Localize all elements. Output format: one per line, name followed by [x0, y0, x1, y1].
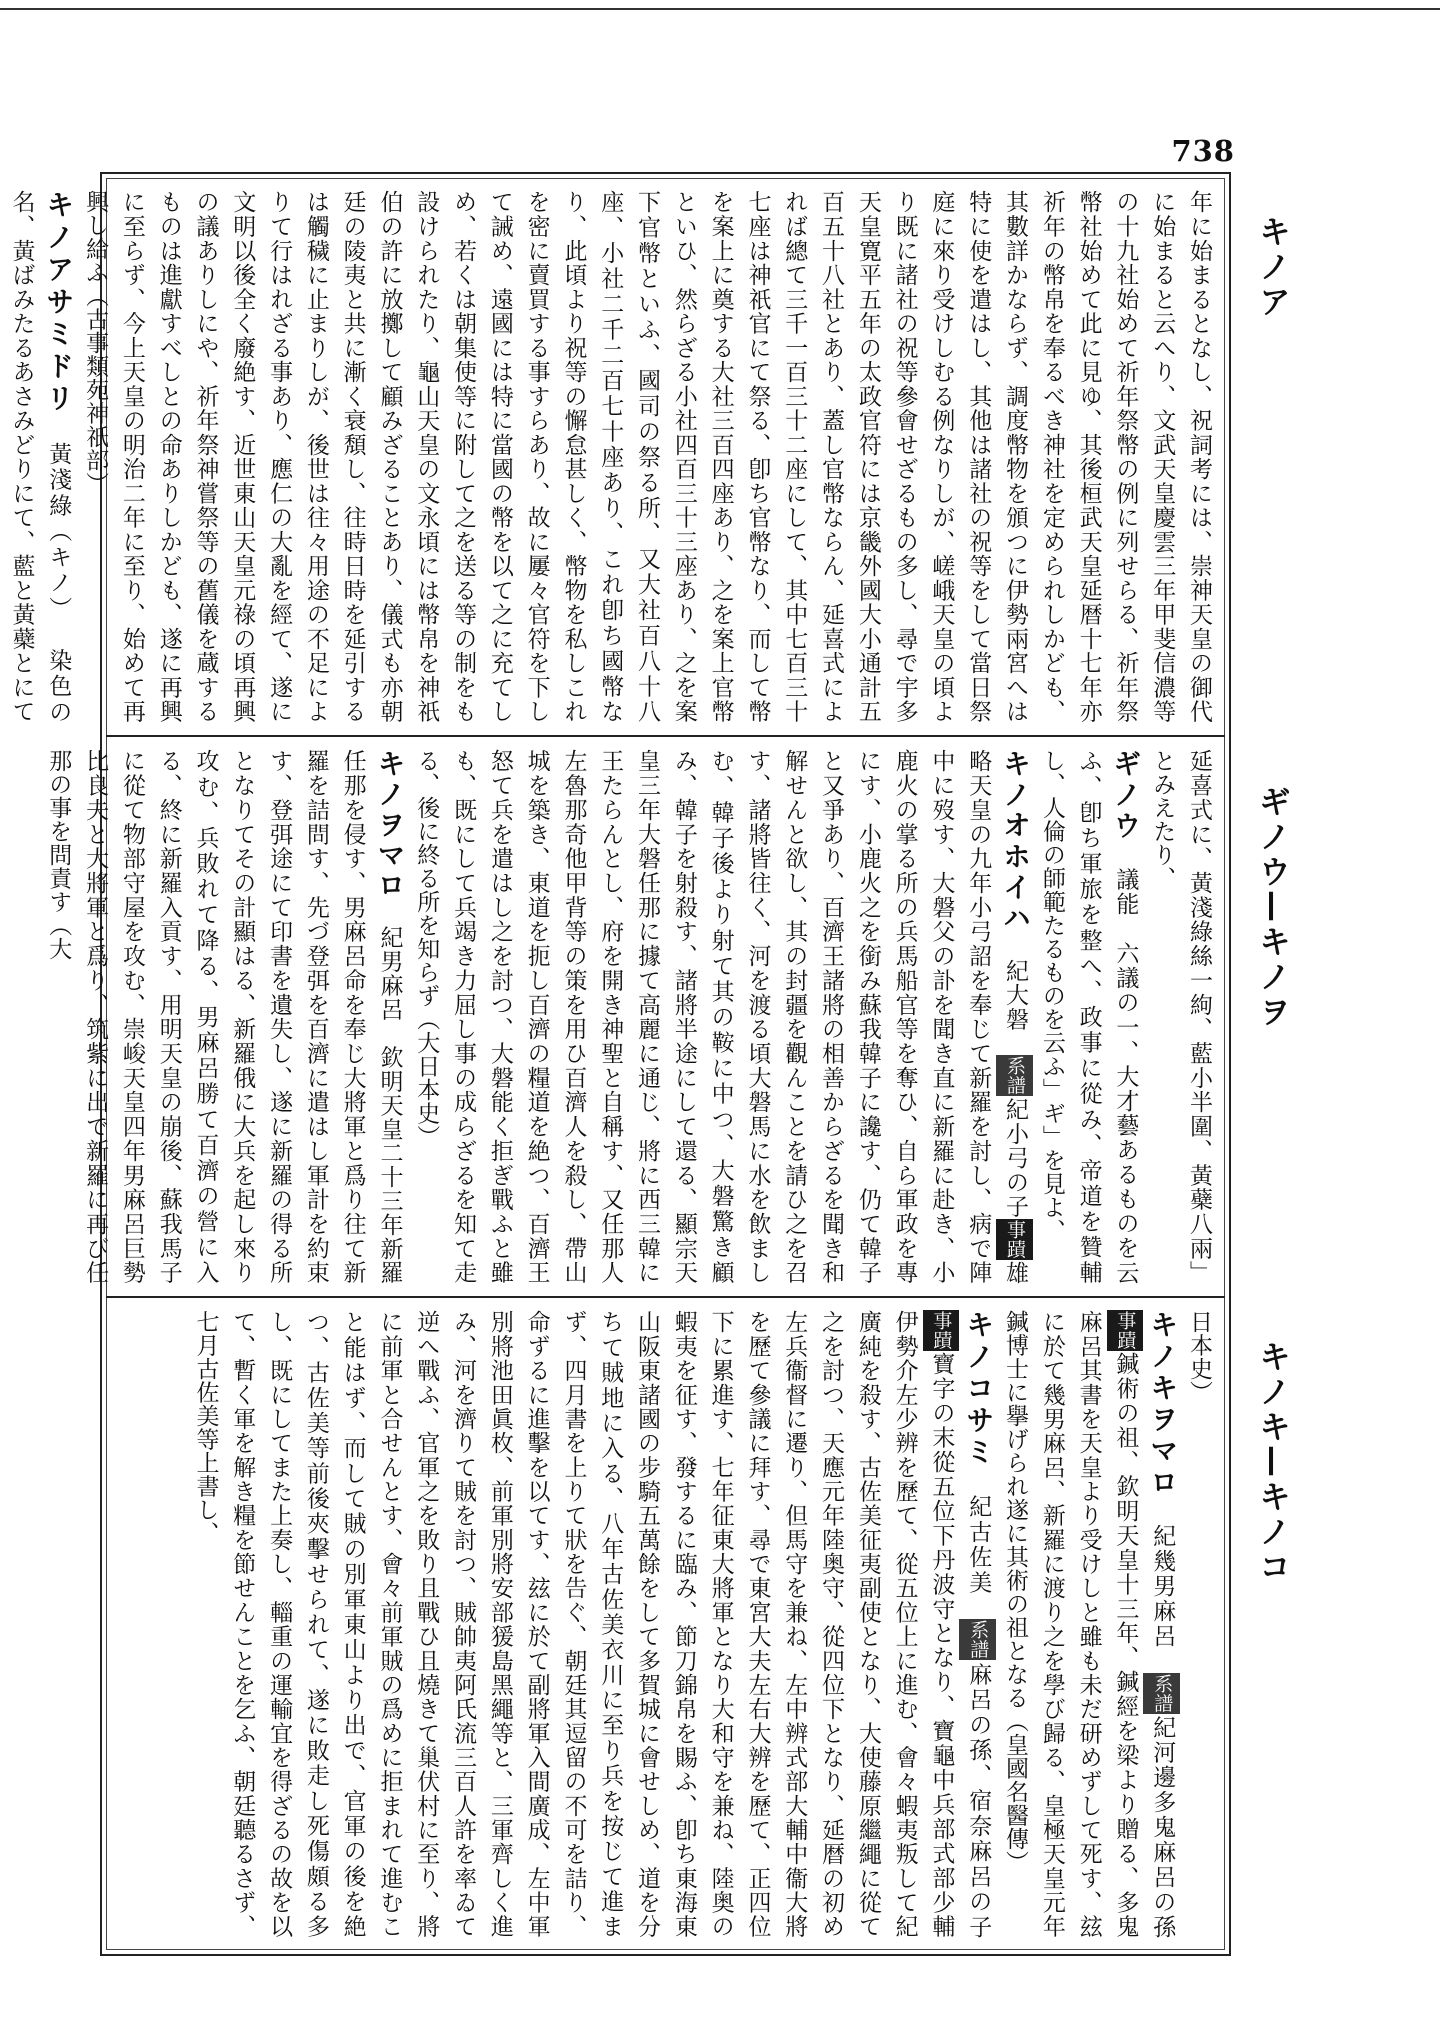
page-number: 738	[1171, 134, 1235, 168]
entry-text: 染色の名、黃ばみたるあさみどりにて、藍と黃蘗とにて	[8, 190, 72, 724]
deeds-tag: 事蹟	[1107, 1310, 1144, 1351]
tier-3-text	[114, 1310, 1217, 1938]
tier-1	[8, 178, 1225, 735]
entry-headword: キノアサミドリ	[42, 190, 76, 416]
entry-gloss: 議能	[1112, 866, 1139, 917]
entry-gloss: 紀幾男麻呂	[1149, 1522, 1176, 1649]
entry-ruby: キノ	[45, 544, 72, 597]
genealogy-tag: 系譜	[996, 1055, 1033, 1096]
entry-text: 日本史）	[1186, 1310, 1212, 1404]
entry-headword: キノコサミ	[962, 1310, 996, 1469]
tier-3	[106, 1298, 1225, 1950]
running-head-3: キノキ—キノコ	[1254, 1340, 1292, 1585]
deeds-tag: 事蹟	[923, 1310, 960, 1351]
entry-text: 雄略天皇の九年小弓詔を奉じて新羅を討し、病で陣中に歿す、大磐父の訃を聞き直に新羅に赴き、小鹿火の掌る所の兵馬船官等を奪ひ、自ら軍政を專にす、小鹿火之を銜み蘇我韓子に讒す、仍て韓子と又爭あり、百濟王諸將の相善からざるを聞き和解せんと欲し、其の封疆を觀んことを請ひ之を召す、諸將皆往く、河を渡る頃大磐馬に水を飲ましむ、韓子後より射て其の鞍に中つ、大磐驚き顧み、韓子を射殺す、諸將半途にして還る、顯宗天皇三年大磐任那に據て高麗に通じ、將に西三韓に王たらんとし、府を開き神聖と自稱す、又任那人左魯那奇他甲背等の策を用ひ百濟人を殺し、帶山城を築き、東道を扼し百濟の糧道を絶つ、百濟王怒て兵を遣はし之を討つ、大磐能く拒ぎ戰ふと雖も、既にして兵竭き力屈し事の成らざるを知て走る、後に終る所を知らず（大日本史）	[413, 749, 1029, 1285]
entry-text: 多鬼麻呂の孫	[1149, 1789, 1176, 1939]
tier-1-text: 年に始まるとなし、祝詞考には、崇神天皇の御代に始まると云へり、文武天皇慶雲三年甲斐信濃等の十九社始めて祈年祭幣の例に列せらる、祈年祭幣社始めて此に見ゆ、其後桓武天皇延暦十七年亦祈年の幣帛を奉るべき神社を定められしかども、其數詳かならず、調度幣物を頒つに伊勢兩宮へは特に使を遣はし、其他は諸社の祝等をして當日祭庭に來り受けしむる例なりしが、嵯峨天皇の頃より既に諸社の祝等參會せざるもの多し、尋で宇多天皇寛平五年の太政官符には京畿外國大小通計五百五十八社とあり、蓋し官幣ならん、延喜式によれば總て三千一百三十二座にして、其中七百三十七座は神祇官にて祭る、卽ち官幣なり、而して幣を案上に奠する大社三百四座あり、之を案上官幣といひ、然らざる小社四百三十三座あり、之を案下官幣といふ、國司の祭る所、又大社百八十八座、小社二千二百七十座あり、これ卽ち國幣なり、此頃より祝等の懈怠甚しく、幣物を私しこれを密に賣買する事すらあり、故に屢々官符を下して誡め、遠國には特に當國の幣を以て之に充てしめ、若くは朝集使等に附して之を送る等の制をも設けられたり、龜山天皇の文永頃には幣帛を神祇伯の許に放擲して顧みざることあり、儀式も亦朝廷の陵夷と共に漸く衰頽し、往時日時を延引するは觸穢に止まりしが、後世は往々用途の不足によりて行はれざる事あり、應仁の大亂を經て、遂に文明以後全く廢絶す、近世東山天皇元祿の頃再興の議ありしにや、祈年祭神嘗祭等の舊儀を蔵するものは進獻すべしとの命ありしかども、遂に再興に至らず、今上天皇の明治二年に至り、始めて再興し給ふ（古事類苑神祇部） キノアサミドリ黃淺綠（キノ）染色の名、黃ばみたるあさみどりにて、藍と黃蘗とにて	[114, 190, 1217, 723]
deeds-tag: 事蹟	[996, 1219, 1033, 1260]
top-rule	[0, 8, 1440, 10]
running-head-1: キノア	[1254, 215, 1292, 320]
entry-text: 欽明天皇二十三年新羅任那を侵す、男麻呂命を奉じ大將軍と爲り往て新羅を詰問す、先づ登弭を百濟に遣はし軍計を約束す、登弭途にて印書を遺失し、遂に新羅の得る所となりてその計顯はる、新羅俄に大兵を起し來り攻む、兵敗れて降る、男麻呂勝て百濟の營に入る、終に新羅入貢す、用明天皇の崩後、蘇我馬子に從て物部守屋を攻む、崇峻天皇四年男麻呂巨勢比良夫と大將軍と爲り、筑紫に出で新羅に再び任那の事を問責す（大	[45, 749, 403, 1285]
entry-text: 紀河邊	[1149, 1713, 1176, 1790]
entry-gloss: 紀大磐	[1002, 957, 1029, 1032]
entry-text: 六議の一、大才藝あるものを云ふ、卽ち軍旅を整へ、政事に從み、帝道を贊輔し、人倫の師範たるものを云ふ」ギ」を見よ、	[1038, 749, 1139, 1285]
tier-2-text	[45, 749, 1217, 1285]
genealogy-tag: 系譜	[1143, 1673, 1180, 1714]
entry-text: 紀小弓の子	[1002, 1096, 1029, 1219]
entry-text: 年に始まるとなし、祝詞考には、崇神天皇の御代に始まると云へり、文武天皇慶雲三年甲斐信濃等の十九社始めて祈年祭幣の例に列せらる、祈年祭幣社始めて此に見ゆ、其後桓武天皇延暦十七年亦祈年の幣帛を奉るべき神社を定められしかども、其數詳かならず、調度幣物を頒つに伊勢兩宮へは特に使を遣はし、其他は諸社の祝等をして當日祭庭に來り受けしむる例なりしが、嵯峨天皇の頃より既に諸社の祝等參會せざるもの多し、尋で宇多天皇寛平五年の太政官符には京畿外國大小通計五百五十八社とあり、蓋し官幣ならん、延喜式によれば總て三千一百三十二座にして、其中七百三十七座は神祇官にて祭る、卽ち官幣なり、而して幣を案上に奠する大社三百四座あり、之を案上官幣といひ、然らざる小社四百三十三座あり、之を案下官幣といふ、國司の祭る所、又大社百八十八座、小社二千二百七十座あり、これ卽ち國幣なり、此頃より祝等の懈怠甚しく、幣物を私しこれを密に賣買する事すらあり、故に屢々官符を下して誡め、遠國には特に當國の幣を以て之に充てしめ、若くは朝集使等に附して之を送る等の制をも設けられたり、龜山天皇の文永頃には幣帛を神祇伯の許に放擲して顧みざることあり、儀式も亦朝廷の陵夷と共に漸く衰頽し、往時日時を延引するは觸穢に止まりしが、後世は往々用途の不足によりて行はれざる事あり、應仁の大亂を經て、遂に文明以後全く廢絶す、近世東山天皇元祿の頃再興の議ありしにや、祈年祭神嘗祭等の舊儀を蔵するものは進獻すべしとの命ありしかども、遂に再興に至らず、今上天皇の明治二年に至り、始めて再興し給ふ（古事類苑神祇部）	[82, 190, 1212, 723]
tier-2	[45, 737, 1225, 1296]
entry-text: 延喜式に、黃淺綠絲一絇、藍小半圍、黃蘗八兩」とみえたり、	[1149, 749, 1212, 1284]
entry-gloss: 紀男麻呂	[376, 925, 403, 1021]
entry-text: 麻呂の孫、宿奈麻呂の子	[965, 1660, 992, 1939]
entry-text: 寶字の末從五位下丹波守となり、寶龜中兵部式部少輔伊勢介左少辨を歷て、從五位上に進む、會々蝦夷叛して紀廣純を殺す、古佐美征夷副使となり、大使藤原繼繩に從て之を討つ、天應元年陸奥守、從四位下となり、延暦の初め左兵衞督に遷り、但馬守を兼ね、左中辨式部大輔中衞大將を歷て參議に拜す、尋で東宮大夫左右大辨を歷て、正四位下に累進す、七年征東大將軍となり大和守を兼ね、陸奥の蝦夷を征す、發するに臨み、節刀錦帛を賜ふ、卽ち東海東山阪東諸國の步騎五萬餘をして多賀城に會せしめ、道を分ちて賊地に入る、八年古佐美衣川に至り兵を按じて進まず、四月書を上りて狀を告ぐ、朝廷其逗留の不可を詰り、命ずるに進擊を以てす、玆に於て副將軍入間廣成、左中軍別將池田眞枚、前軍別將安部猨島黑繩等と、三軍齊しく進み、河を濟りて賊を討つ、賊帥夷阿氏流三百人許を率ゐて逆へ戰ふ、官軍之を敗り且戰ひ且燒きて巢伏村に至り、將に前軍と合せんとす、會々前軍賊の爲めに拒まれて進むこと能はず、而して賊の別軍東山より出で、官軍の後を絶つ、古佐美等前後夾擊せられて、遂に敗走し死傷頗る多し、既にしてまた上奏し、輜重の運輸宜を得ざるの故を以て、暫く軍を解き糧を節せんことを乞ふ、朝廷聽るさず、七月古佐美等上書し、	[192, 1310, 955, 1938]
entry-headword: キノヲマロ	[373, 749, 407, 901]
entry-gloss: 黃淺綠	[45, 439, 72, 519]
genealogy-tag: 系譜	[959, 1619, 996, 1660]
entry-headword: キノキヲマロ	[1146, 1310, 1180, 1499]
running-head-2: ギノウ—キノヲ	[1254, 785, 1292, 1030]
entry-gloss: 紀古佐美	[965, 1492, 992, 1596]
entry-headword: ギノウ	[1109, 749, 1143, 843]
entry-headword: キノオホイハ	[999, 749, 1033, 934]
entry-text: 鍼術の祖、欽明天皇十三年、鍼經を梁より贈る、多鬼麻呂其書を天皇より受けしと雖も未だ研めずして死す、玆に於て幾男麻呂、新羅に渡り之を學び歸る、皇極天皇元年鍼博士に擧げられ遂に其術の祖となる（皇國名醫傳）	[1002, 1310, 1139, 1938]
